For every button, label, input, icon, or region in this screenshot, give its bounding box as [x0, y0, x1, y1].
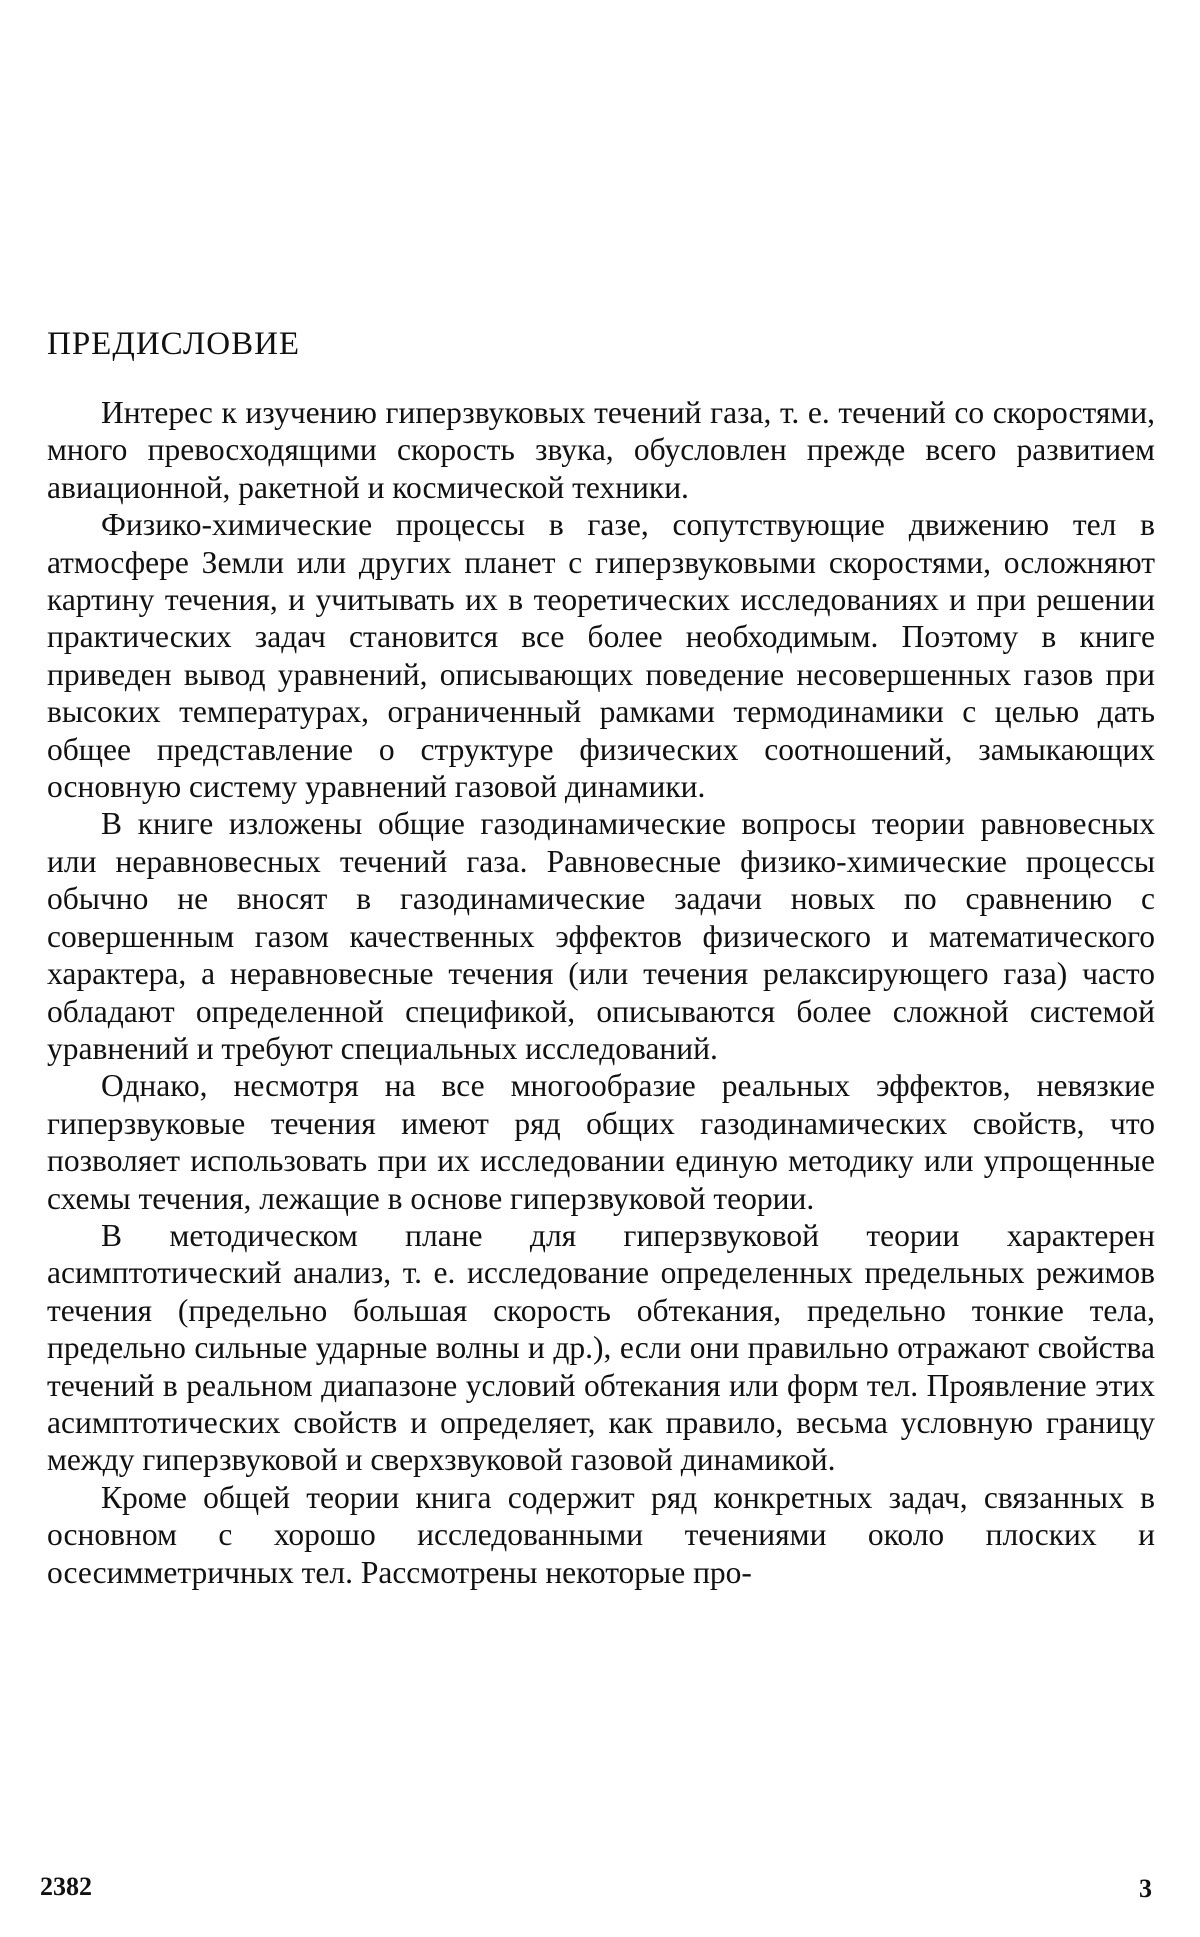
paragraph: В книге изложены общие газодинамические вопросы теории равновесных или неравновесных течений газа. Равновесные физико-химические процессы обычно не вносят в газодинамические задачи новых по сравнению с совершенным газом качественных эффектов физического и математического характера, а неравновесные течения (или течения релаксирующего газа) часто обладают определенной спецификой, описываются более сложной системой уравнений и требуют специальных исследований.	[47, 806, 1155, 1066]
paragraph: Однако, несмотря на все многообразие реальных эффектов, невязкие гиперзвуковые течения имеют ряд общих газодинамических свойств, что позволяет использовать при их исследовании единую методику или упрощенные схемы течения, лежащие в основе гиперзвуковой теории.	[47, 1068, 1155, 1216]
paragraph: Физико-химические процессы в газе, сопутствующие движению тел в атмосфере Земли или других планет с гиперзвуковыми скоростями, осложняют картину течения, и учитывать их в теоретических исследованиях и при решении практических задач становится все более необходимым. Поэтому в книге приведен вывод уравнений, описывающих поведение несовершенных газов при высоких температурах, ограниченный рамками термодинамики с целью дать общее представление о структуре физических соотношений, замыкающих основную систему уравнений газовой динамики.	[47, 507, 1155, 805]
paragraph: Интерес к изучению гиперзвуковых течений газа, т. е. течений со скоростями, много превосходящими скорость звука, обусловлен прежде всего развитием авиационной, ракетной и космической техники.	[47, 395, 1155, 505]
paragraph: В методическом плане для гиперзвуковой теории характерен асимптотический анализ, т. е. исследование определенных предельных режимов течения (предельно большая скорость обтекания, предельно тонкие тела, предельно сильные ударные волны и др.), если они правильно отражают свойства течений в реальном диапазоне условий обтекания или форм тел. Проявление этих асимптотических свойств и определяет, как правило, весьма условную границу между гиперзвуковой и сверхзвуковой газовой динамикой.	[47, 1217, 1155, 1478]
body-text	[47, 394, 1155, 1591]
section-heading: ПРЕДИСЛОВИЕ	[47, 326, 301, 362]
printer-signature: 2382	[40, 1872, 92, 1901]
paragraph: Кроме общей теории книга содержит ряд конкретных задач, связанных в основном с хорошо исследованными течениями около плоских и осесимметричных тел. Рассмотрены некоторые про-	[47, 1479, 1155, 1590]
page-number: 3	[1139, 1874, 1152, 1903]
